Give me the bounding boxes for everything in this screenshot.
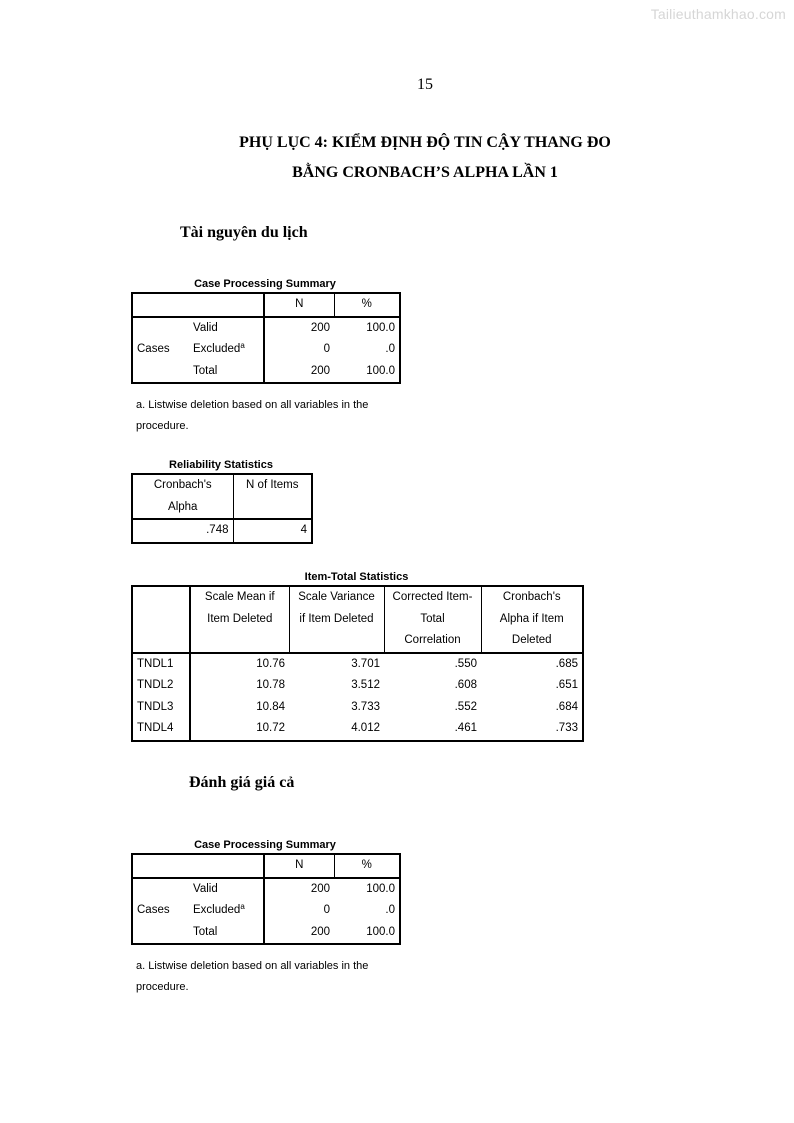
case-summary-caption-2: Case Processing Summary [194, 839, 336, 851]
pct-cell: 100.0 [366, 364, 395, 377]
section-heading-danh-gia: Đánh giá giá cả [189, 774, 295, 791]
alpha-cell: .651 [555, 679, 578, 691]
n-cell: 200 [264, 878, 334, 901]
mean-cell: 10.76 [190, 653, 289, 676]
pct-cell: 100.0 [366, 321, 395, 334]
n-items-value: 4 [233, 519, 312, 543]
n-cell: 0 [264, 900, 334, 922]
row-label: Total [193, 364, 218, 377]
cases-label: Cases [137, 904, 170, 916]
title-line-1: PHỤ LỤC 4: KIỂM ĐỊNH ĐỘ TIN CẬY THANG ĐO [239, 134, 611, 151]
corrected-correlation-header: Corrected Item- Total Correlation [384, 586, 481, 653]
n-cell: 200 [264, 317, 334, 340]
n-cell: 0 [264, 339, 334, 361]
footnote-marker: a [240, 902, 245, 911]
scale-mean-header: Scale Mean if Item Deleted [190, 586, 289, 653]
mean-cell: 10.72 [190, 718, 289, 741]
row-label: Excluded$^a$ [193, 341, 245, 355]
n-cell: 200 [264, 922, 334, 945]
alpha-if-deleted-header: Cronbach's Alpha if Item Deleted [481, 586, 583, 653]
pct-cell: 100.0 [366, 882, 395, 895]
item-label: TNDL2 [137, 679, 174, 691]
table-row [132, 697, 583, 719]
row-label: Valid [193, 321, 218, 334]
table-row [132, 878, 400, 901]
item-label: TNDL1 [137, 657, 174, 670]
item-label: TNDL4 [137, 722, 174, 734]
case-summary-table-2 [131, 853, 401, 945]
case-summary-table [131, 292, 401, 384]
watermark: Tailieuthamkhao.com [650, 6, 786, 22]
correlation-cell: .608 [454, 679, 477, 691]
reliability-table [131, 473, 313, 544]
listwise-note: a. Listwise deletion based on all variables in the procedure. [136, 399, 369, 432]
alpha-cell: .685 [555, 657, 578, 670]
n-items-header: N of Items [233, 474, 312, 519]
header-blank [132, 586, 190, 653]
item-label: TNDL3 [137, 700, 174, 713]
alpha-cell: .733 [555, 722, 578, 734]
col-pct-header: % [334, 854, 400, 878]
alpha-cell: .684 [555, 700, 578, 713]
page-number: 15 [417, 76, 433, 93]
title-line-2: BẰNG CRONBACH’S ALPHA LẦN 1 [292, 164, 558, 181]
header-blank [132, 293, 264, 317]
correlation-cell: .461 [454, 722, 477, 734]
col-n-header: N [264, 293, 334, 317]
mean-cell: 10.84 [190, 697, 289, 719]
section-heading-tai-nguyen: Tài nguyên du lịch [180, 224, 308, 241]
alpha-value: .748 [206, 524, 229, 536]
variance-cell: 4.012 [351, 722, 380, 734]
header-blank [132, 854, 264, 878]
case-summary-caption: Case Processing Summary [194, 278, 336, 290]
row-label: Excluded$^a$ [193, 902, 245, 916]
row-label: Total [193, 925, 218, 938]
table-row [132, 653, 583, 676]
correlation-cell: .552 [454, 700, 477, 713]
table-row [132, 675, 583, 697]
variance-cell: 3.701 [351, 657, 380, 670]
variance-cell: 3.512 [351, 679, 380, 691]
cases-label: Cases [137, 343, 170, 355]
scale-variance-header: Scale Variance if Item Deleted [289, 586, 384, 653]
correlation-cell: .550 [454, 657, 477, 670]
n-cell: 200 [264, 361, 334, 384]
variance-cell: 3.733 [351, 700, 380, 713]
col-n-header: N [264, 854, 334, 878]
table-row [132, 317, 400, 340]
reliability-caption: Reliability Statistics [169, 459, 273, 471]
table-row [132, 718, 583, 741]
pct-cell: .0 [385, 904, 395, 916]
pct-cell: .0 [385, 343, 395, 355]
pct-cell: 100.0 [366, 925, 395, 938]
item-total-caption: Item-Total Statistics [304, 571, 409, 583]
row-label: Valid [193, 882, 218, 895]
footnote-marker: a [240, 341, 245, 350]
item-total-table [131, 585, 584, 742]
alpha-header: Cronbach's Alpha [153, 479, 212, 513]
mean-cell: 10.78 [190, 675, 289, 697]
listwise-note-2: a. Listwise deletion based on all variables in the procedure. [136, 960, 369, 993]
col-pct-header: % [334, 293, 400, 317]
